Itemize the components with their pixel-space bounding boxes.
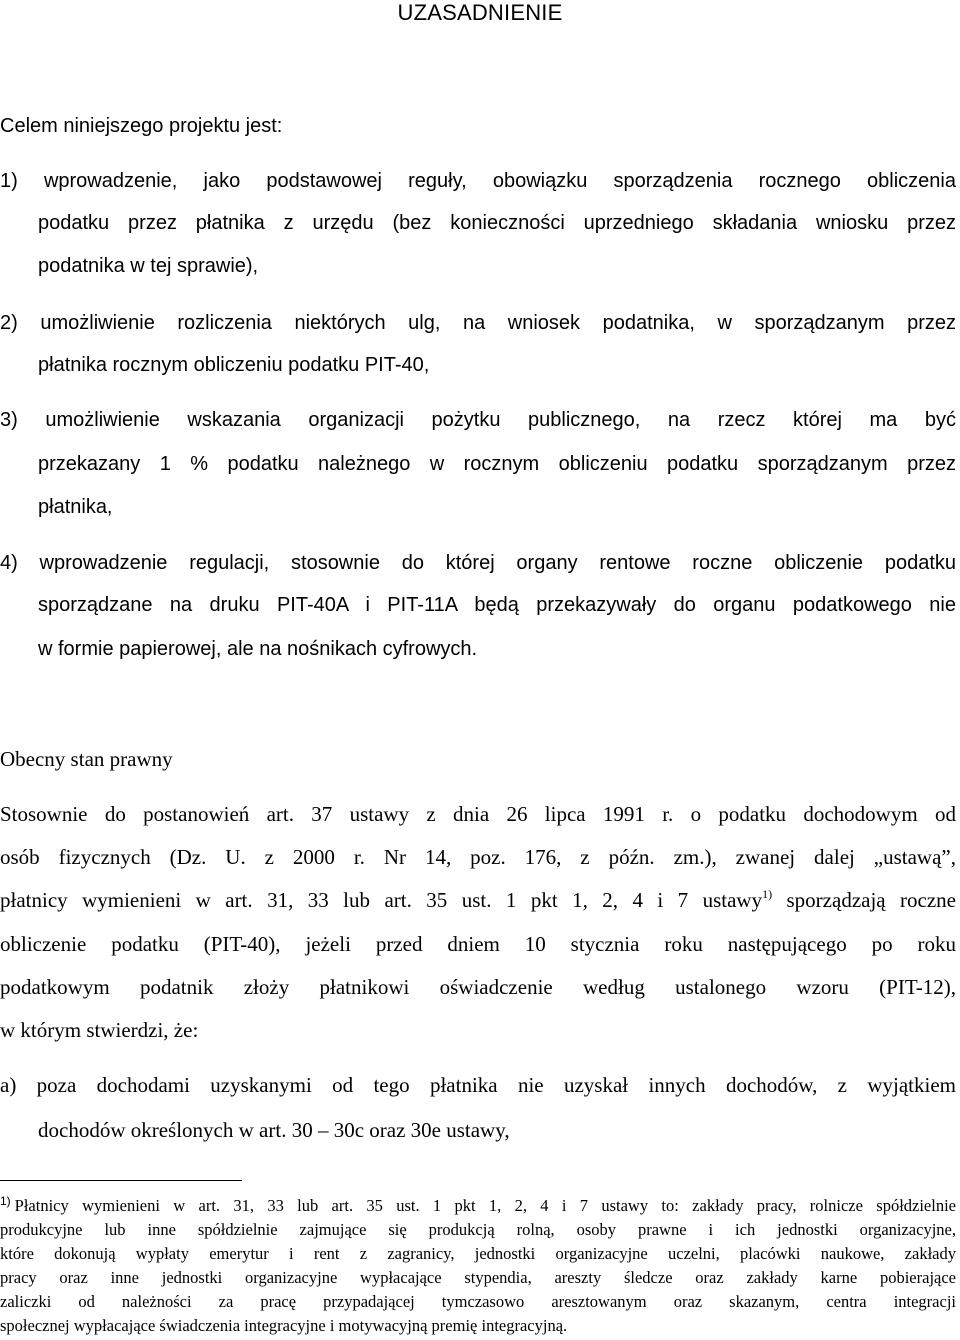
footnote-separator bbox=[0, 1180, 242, 1181]
footnote-line-1 bbox=[0, 1196, 956, 1216]
body-line-5: podatkowym podatnik złoży płatnikowi oświadczenie według ustalonego wzoru (PIT-12), bbox=[0, 975, 956, 999]
section-heading: Obecny stan prawny bbox=[0, 747, 173, 771]
list-item-2-line-2: płatnika rocznym obliczeniu podatku PIT-40, bbox=[38, 354, 430, 376]
list-item-2-line-1: 2) umożliwienie rozliczenia niektórych ulg, na wniosek podatnika, w sporządzanym przez bbox=[0, 312, 956, 334]
body-line-4: obliczenie podatku (PIT-40), jeżeli przed dniem 10 stycznia roku następującego po roku bbox=[0, 932, 956, 956]
document-title: UZASADNIENIE bbox=[397, 0, 563, 25]
list-item-3-line-2: przekazany 1 % podatku należnego w rocznym obliczeniu podatku sporządzanym przez bbox=[38, 453, 956, 475]
footnote-line-5: zaliczki od należności za pracę przypadającej tymczasowo aresztowanym oraz skazanym, centra integracji bbox=[0, 1292, 956, 1311]
list-item-1-line-3: podatnika w tej sprawie), bbox=[38, 255, 259, 277]
footnote-line-3: które dokonują wypłaty emerytur i rent z zagranicy, jednostki organizacyjne uczelni, placówki naukowe, zakłady bbox=[0, 1244, 956, 1263]
list-item-3-line-3: płatnika, bbox=[38, 496, 113, 518]
list-item-4-line-1: 4) wprowadzenie regulacji, stosownie do której organy rentowe roczne obliczenie podatku bbox=[0, 552, 956, 574]
body-line-3-text-end: sporządzają roczne bbox=[772, 888, 956, 912]
body-line-3-text: płatnicy wymienieni w art. 31, 33 lub art. 35 ust. 1 pkt 1, 2, 4 i 7 ustawy bbox=[0, 888, 763, 912]
footnote-reference: 1) bbox=[762, 887, 773, 901]
list-item-4-line-2: sporządzane na druku PIT-40A i PIT-11A będą przekazywały do organu podatkowego nie bbox=[38, 594, 956, 616]
footnote-line-2: produkcyjne lub inne spółdzielnie zajmujące się produkcją rolną, osoby prawne i ich jednostki organizacyjne, bbox=[0, 1220, 956, 1239]
body-line-2: osób fizycznych (Dz. U. z 2000 r. Nr 14, poz. 176, z późn. zm.), zwanej dalej „ustawą”, bbox=[0, 845, 956, 869]
list-item-3-line-1: 3) umożliwienie wskazania organizacji pożytku publicznego, na rzecz której ma być bbox=[0, 409, 956, 431]
body-line-6: w którym stwierdzi, że: bbox=[0, 1018, 199, 1042]
body-line-1: Stosownie do postanowień art. 37 ustawy z dnia 26 lipca 1991 r. o podatku dochodowym od bbox=[0, 802, 956, 826]
list-item-1-line-1: 1) wprowadzenie, jako podstawowej reguły, obowiązku sporządzenia rocznego obliczenia bbox=[0, 170, 956, 192]
point-a-line-1: a) poza dochodami uzyskanymi od tego płatnika nie uzyskał innych dochodów, z wyjątkiem bbox=[0, 1073, 956, 1097]
footnote-line-1-text: Płatnicy wymienieni w art. 31, 33 lub art. 35 ust. 1 pkt 1, 2, 4 i 7 ustawy to: zakłady pracy, rolnicze spółdzielnie bbox=[14, 1196, 956, 1215]
list-item-1-line-2: podatku przez płatnika z urzędu (bez konieczności uprzedniego składania wniosku przez bbox=[38, 212, 956, 234]
intro-text: Celem niniejszego projektu jest: bbox=[0, 115, 283, 137]
point-a-line-2: dochodów określonych w art. 30 – 30c oraz 30e ustawy, bbox=[38, 1118, 510, 1142]
list-item-4-line-3: w formie papierowej, ale na nośnikach cyfrowych. bbox=[38, 638, 478, 660]
footnote-line-4: pracy oraz inne jednostki organizacyjne wypłacające stypendia, areszty śledcze oraz zakłady karne pobierające bbox=[0, 1268, 956, 1287]
body-line-3 bbox=[0, 887, 956, 913]
footnote-marker: 1) bbox=[0, 1194, 11, 1208]
footnote-line-6: społecznej wypłacające świadczenia integracyjne i motywacyjną premię integracyjną. bbox=[0, 1316, 568, 1335]
